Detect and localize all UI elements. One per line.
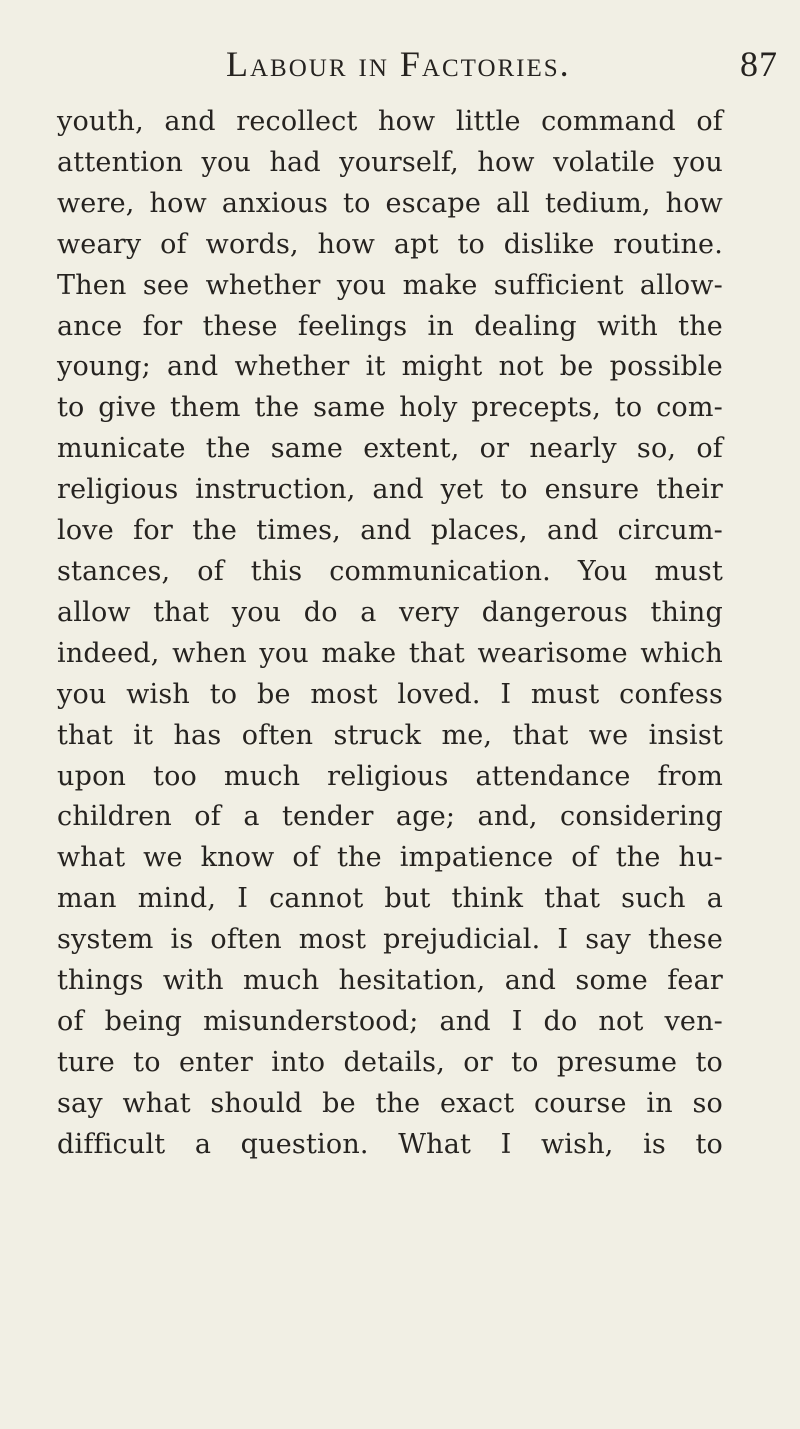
text-line-22: things with much hesitation, and some fear [57, 965, 723, 997]
text-line-19: what we know of the impatience of the hu- [57, 842, 723, 874]
text-line-8: to give them the same holy precepts, to com- [57, 392, 723, 424]
running-title: Labour in Factories. [226, 44, 571, 84]
text-line-20: man mind, I cannot but think that such a [57, 883, 723, 915]
text-line-15: you wish to be most loved. I must confess [57, 678, 723, 710]
text-line-25: say what should be the exact course in so [57, 1087, 723, 1119]
text-line-18: children of a tender age; and, considering [57, 801, 723, 833]
text-line-12: stances, of this communication. You must [57, 555, 723, 587]
text-line-10: religious instruction, and yet to ensure their [57, 474, 723, 506]
text-line-16: that it has often struck me, that we insist [57, 719, 723, 751]
text-line-23: of being misunderstood; and I do not ven- [57, 1005, 723, 1037]
text-line-5: Then see whether you make sufficient allow- [57, 269, 723, 301]
text-line-26: difficult a question. What I wish, is to [57, 1128, 723, 1160]
text-line-2: attention you had yourself, how volatile you [57, 146, 723, 178]
body-text [57, 102, 723, 1166]
text-line-9: municate the same extent, or nearly so, of [57, 433, 723, 465]
text-line-24: ture to enter into details, or to presume to [57, 1046, 723, 1078]
text-line-3: were, how anxious to escape all tedium, how [57, 187, 723, 219]
text-line-1: youth, and recollect how little command of [57, 106, 723, 137]
text-line-7: young; and whether it might not be possible [57, 351, 723, 383]
running-head [56, 44, 800, 84]
text-line-14: indeed, when you make that wearisome which [57, 637, 723, 669]
text-line-11: love for the times, and places, and circum- [57, 515, 723, 547]
text-line-4: weary of words, how apt to dislike routine. [57, 228, 723, 260]
text-line-6: ance for these feelings in dealing with the [57, 310, 723, 342]
text-line-21: system is often most prejudicial. I say these [57, 924, 723, 956]
text-line-13: allow that you do a very dangerous thing [57, 596, 723, 628]
page-number: 87 [740, 44, 778, 84]
text-line-17: upon too much religious attendance from [57, 760, 723, 792]
